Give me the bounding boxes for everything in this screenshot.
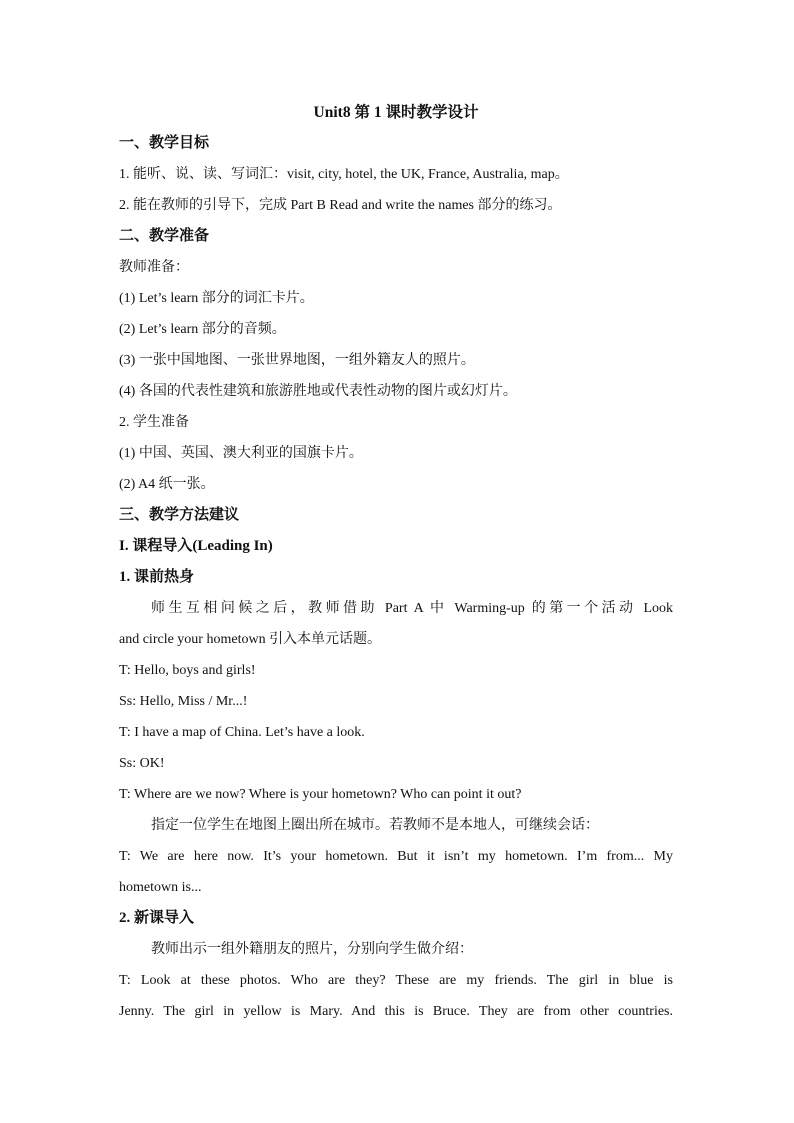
subheading-teacher-prep: 教师准备： [119, 260, 189, 275]
paragraph-line: 教师出示一组外籍朋友的照片，分别向学生做介绍： [151, 942, 473, 957]
document-body [119, 97, 673, 1027]
paragraph-line: 指定一位学生在地图上圈出所在城市。若教师不是本地人，可继续会话： [151, 818, 599, 833]
section-heading-methods: 三、教学方法建议 [119, 507, 240, 523]
objective-item: 2. 能在教师的引导下，完成 Part B Read and write the names 部分的练习。 [119, 198, 562, 213]
section-heading-objectives: 一、教学目标 [119, 135, 210, 151]
prep-item: (2) Let’s learn 部分的音频。 [119, 322, 286, 337]
dialogue-line: T: I have a map of China. Let’s have a look. [119, 725, 365, 740]
paragraph-line: 师生互相问候之后，教师借助 Part A 中 Warming-up 的第一个活动 Look [151, 601, 673, 616]
paragraph-line: and circle your hometown 引入本单元话题。 [119, 632, 382, 647]
dialogue-line: T: Where are we now? Where is your hometown? Who can point it out? [119, 787, 522, 802]
dialogue-line: hometown is... [119, 880, 202, 895]
dialogue-line: T: We are here now. It’s your hometown. But it isn’t my hometown. I’m from... My [119, 849, 673, 864]
subheading-new-lesson: 2. 新课导入 [119, 910, 195, 926]
objective-item: 1. 能听、说、读、写词汇：visit, city, hotel, the UK, France, Australia, map。 [119, 167, 569, 182]
prep-item: (1) Let’s learn 部分的词汇卡片。 [119, 291, 314, 306]
document-title: Unit8 第 1 课时教学设计 [313, 104, 479, 121]
subheading-leading-in: I. 课程导入(Leading In) [119, 538, 273, 554]
dialogue-line: Ss: OK! [119, 756, 165, 771]
dialogue-line: Ss: Hello, Miss / Mr...! [119, 694, 248, 709]
prep-item: (3) 一张中国地图、一张世界地图，一组外籍友人的照片。 [119, 353, 475, 368]
dialogue-line: T: Hello, boys and girls! [119, 663, 256, 678]
section-heading-preparation: 二、教学准备 [119, 228, 210, 244]
subheading-student-prep: 2. 学生准备 [119, 415, 189, 430]
dialogue-line: Jenny. The girl in yellow is Mary. And this is Bruce. They are from other countries. [119, 1004, 673, 1019]
prep-item: (4) 各国的代表性建筑和旅游胜地或代表性动物的图片或幻灯片。 [119, 384, 517, 399]
dialogue-line: T: Look at these photos. Who are they? These are my friends. The girl in blue is [119, 973, 673, 988]
subheading-warm-up: 1. 课前热身 [119, 569, 195, 585]
prep-item: (2) A4 纸一张。 [119, 477, 215, 492]
prep-item: (1) 中国、英国、澳大利亚的国旗卡片。 [119, 446, 363, 461]
